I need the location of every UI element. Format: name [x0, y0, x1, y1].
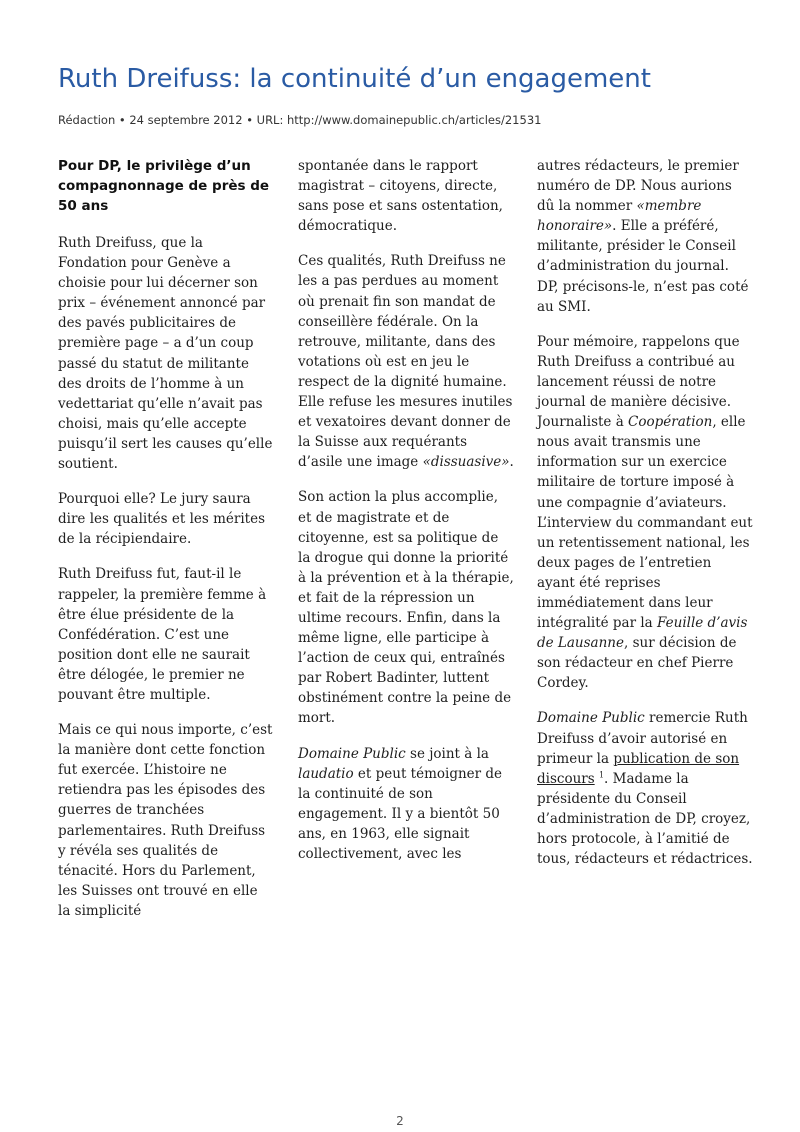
- emphasis: Domaine Public: [537, 710, 645, 727]
- paragraph: [537, 332, 753, 694]
- paragraph: [298, 744, 514, 865]
- text-run: , sur décision de son rédacteur en chef Pierre Cordey.: [537, 635, 737, 692]
- paragraph: Pourquoi elle? Le jury saura dire les qualités et les mérites de la récipiendaire.: [58, 491, 266, 548]
- paragraph: Ruth Dreifuss, que la Fondation pour Genève a choisie pour lui décerner son prix – événement annoncé par des pavés publicitaires de première page – a d’un coup passé du statut de militante des droits de l’homme à un vedettariat qu’elle n’avait pas choisi, mais qu’elle accepte puisqu’il sert les causes qu’elle soutient.: [58, 235, 273, 473]
- page-number: 2: [396, 1114, 404, 1128]
- text-run: remercie Ruth Dreifuss d’avoir autorisé en primeur la: [537, 710, 748, 767]
- text-run: . Elle a préféré, militante, présider le Conseil d’administration du journal. DP, précisons-le, n’est pas coté au SMI.: [537, 218, 749, 315]
- column-1: [58, 156, 274, 936]
- paragraph: Mais ce qui nous importe, c’est la manière dont cette fonction fut exercée. L’histoire ne retiendra pas les épisodes des guerres de tranchées parlementaires. Ruth Dreifuss y révéla ses qualités de ténacité. Hors du Parlement, les Suisses ont trouvé en elle la simplicité: [58, 722, 273, 919]
- emphasis: Coopération: [628, 414, 713, 431]
- text-run: Ces qualités, Ruth Dreifuss ne les a pas perdues au moment où prenait fin son mandat de conseillère fédérale. On la retrouve, militante, dans des votations où est en jeu le respect de la dignité humaine. Elle refuse les mesures inutiles et vexatoires devant donner de la Suisse aux requérants d’asile une image: [298, 253, 513, 471]
- paragraph: [537, 708, 753, 869]
- article-subtitle: Pour DP, le privilège d’un compagnonnage de près de 50 ans: [58, 158, 270, 214]
- text-run: . Madame la présidente du Conseil d’administration de DP, croyez, hors protocole, à l’amitié de tous, rédacteurs et rédactrices.: [537, 770, 753, 868]
- emphasis: Feuille d’avis de Lausanne: [537, 615, 748, 652]
- article-title: Ruth Dreifuss: la continuité d’un engagement: [58, 64, 651, 94]
- paragraph: [298, 251, 514, 472]
- column-2: [298, 156, 514, 879]
- text-run: , elle nous avait transmis une information sur un exercice militaire de torture imposé à une compagnie d’aviateurs. L’interview du commandant eut un retentissement national, les deux pages de l’entretien ayant été reprises immédiatement dans leur intégralité par la: [537, 414, 753, 632]
- emphasis: Domaine Public: [298, 745, 406, 762]
- text-run: Pour mémoire, rappelons que Ruth Dreifuss a contribué au lancement réussi de notre journal de manière décisive. Journaliste à: [537, 333, 740, 431]
- text-run: .: [509, 454, 514, 471]
- text-run: et peut témoigner de la continuité de son engagement. Il y a bientôt 50 ans, en 1963, elle signait collectivement, avec les: [298, 765, 503, 862]
- emphasis: «membre honoraire»: [537, 198, 702, 235]
- discours-link[interactable]: publication de son discours: [537, 750, 740, 787]
- paragraph: spontanée dans le rapport magistrat – citoyens, directe, sans pose et sans ostentation, démocratique.: [298, 158, 503, 235]
- text-run: se joint à la: [405, 745, 489, 762]
- column-3: [537, 156, 753, 884]
- article-meta: Rédaction • 24 septembre 2012 • URL: http://www.domainepublic.ch/articles/21531: [58, 113, 542, 127]
- paragraph: [537, 156, 753, 317]
- paragraph: Ruth Dreifuss fut, faut-il le rappeler, la première femme à être élue présidente de la Confédération. C’est une position dont elle ne saurait être délogée, le premier ne pouvant être multiple.: [58, 566, 267, 703]
- footnote-marker: 1: [598, 770, 605, 780]
- emphasis: laudatio: [298, 765, 354, 782]
- text-run: autres rédacteurs, le premier numéro de DP. Nous aurions dû la nommer: [537, 158, 739, 215]
- emphasis: «dissuasive»: [422, 454, 510, 471]
- paragraph: Son action la plus accomplie, et de magistrate et de citoyenne, est sa politique de la drogue qui donne la priorité à la prévention et à la thérapie, et fait de la répression un ultime recours. Enfin, dans la même ligne, elle participe à l’action de ceux qui, entraînés par Robert Badinter, luttent obstinément contre la peine de mort.: [298, 489, 514, 727]
